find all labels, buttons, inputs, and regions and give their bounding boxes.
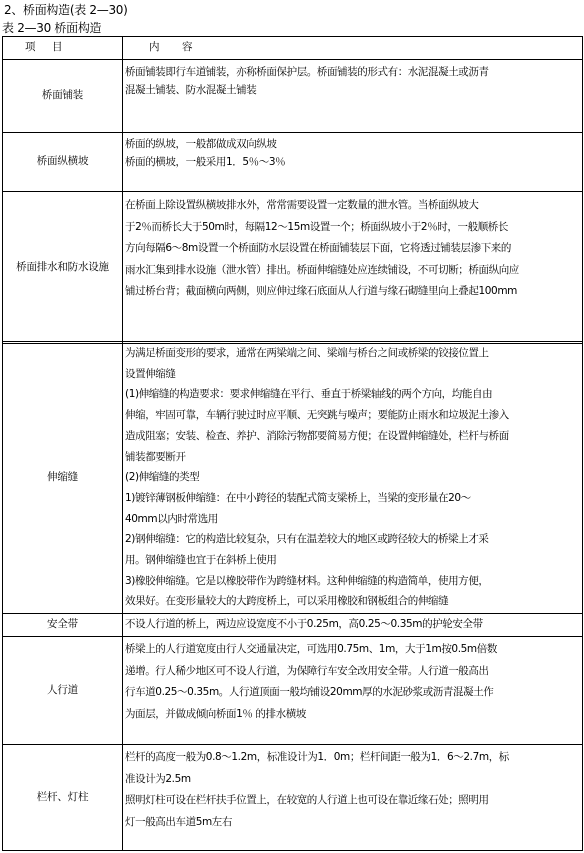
bridge-deck-table-part1 bbox=[2, 36, 583, 344]
section-heading: 2、桥面构造(表 2—30) bbox=[4, 3, 128, 17]
table-row bbox=[3, 745, 583, 851]
row-item: 桥面纵横坡 bbox=[3, 133, 123, 192]
table-row bbox=[3, 342, 583, 614]
header-item: 项 目 bbox=[3, 37, 123, 60]
bridge-deck-table-part2 bbox=[2, 341, 583, 851]
row-item: 人行道 bbox=[3, 637, 123, 745]
row-content: 在桥面上除设置纵横坡排水外，常常需要设置一定数量的泄水管。当桥面纵坡大 于2％而桥长大于50m时，每隔12～15m设置一个；桥面纵坡小于2％时，一般顺桥长 方向每隔6～8m设置一个桥面防水层设置在桥面铺装层下面，它将透过铺装层渗下来的 雨水汇集到排水设施（泄水管）排出。桥面伸缩缝处应连续铺设，不可切断；桥面纵向应 铺过桥台背；截面横向两侧，则应伸过缘石底面从人行道与缘石砌缝里向上叠起100mm bbox=[125, 199, 519, 297]
row-item: 桥面铺装 bbox=[3, 60, 123, 133]
row-item: 栏杆、灯柱 bbox=[3, 745, 123, 851]
table-row bbox=[3, 637, 583, 745]
row-content: 栏杆的高度一般为0.8～1.2m，标准设计为1．0m；栏杆间距一般为1．6～2.7m，标 准设计为2.5m 照明灯柱可设在栏杆扶手位置上，在较宽的人行道上也可设在靠近缘石处；照明用 灯一般高出车道5m左右 bbox=[125, 751, 509, 828]
table-caption: 表 2—30 桥面构造 bbox=[2, 21, 102, 35]
table-header-row bbox=[3, 37, 583, 60]
table-row bbox=[3, 133, 583, 192]
row-content: 桥面的纵坡，一般都做成双向纵坡 桥面的横坡，一般采用1．5％～3％ bbox=[125, 138, 286, 168]
row-content: 桥面铺装即行车道铺装，亦称桥面保护层。桥面铺装的形式有：水泥混凝土或沥青 混凝土铺装、防水混凝土铺装 bbox=[125, 66, 489, 96]
table-row bbox=[3, 614, 583, 637]
row-content: 不设人行道的桥上，两边应设宽度不小于0.25m，高0.25～0.35m的护轮安全带 bbox=[125, 618, 483, 631]
row-content: 为满足桥面变形的要求，通常在两梁端之间、梁端与桥台之间或桥梁的铰接位置上 设置伸缩缝 (1)伸缩缝的构造要求：要求伸缩缝在平行、垂直于桥梁轴线的两个方向，均能自由 伸缩，牢固可靠，车辆行驶过时应平顺、无突跳与噪声；要能防止雨水和垃圾泥土渗入 造成阻塞；安装、检查、养护、消除污物都要简易方便；在设置伸缩缝处，栏杆与桥面 铺装都要断开 (2)伸缩缝的类型 1)镀锌薄钢板伸缩缝：在中小跨径的装配式简支梁桥上，当梁的变形量在20～ 40mm以内时常选用 2)钢伸缩缝：它的构造比较复杂，只有在温差较大的地区或跨径较大的桥梁上才采 用。钢伸缩缝也宜于在斜桥上使用 3)橡胶伸缩缝。它是以橡胶带作为跨缝材料。这种伸缩缝的构造简单，使用方便， 效果好。在变形量较大的大跨度桥上，可以采用橡胶和钢板组合的伸缩缝 bbox=[125, 347, 509, 608]
table-row bbox=[3, 192, 583, 344]
row-item: 桥面排水和防水设施 bbox=[3, 192, 123, 344]
row-item: 伸缩缝 bbox=[3, 342, 123, 614]
header-content: 内 容 bbox=[123, 37, 583, 60]
table-row bbox=[3, 60, 583, 133]
row-content: 桥梁上的人行道宽度由行人交通量决定，可选用0.75m、1m，大于1m按0.5m倍数 递增。行人稀少地区可不设人行道，为保障行车安全改用安全带。人行道一般高出 行车道0.25～0.35m。人行道顶面一般均铺设20mm厚的水泥砂浆或沥青混凝土作 为面层，并做成倾向桥面1％ 的排水横坡 bbox=[125, 643, 497, 720]
row-item: 安全带 bbox=[3, 614, 123, 637]
